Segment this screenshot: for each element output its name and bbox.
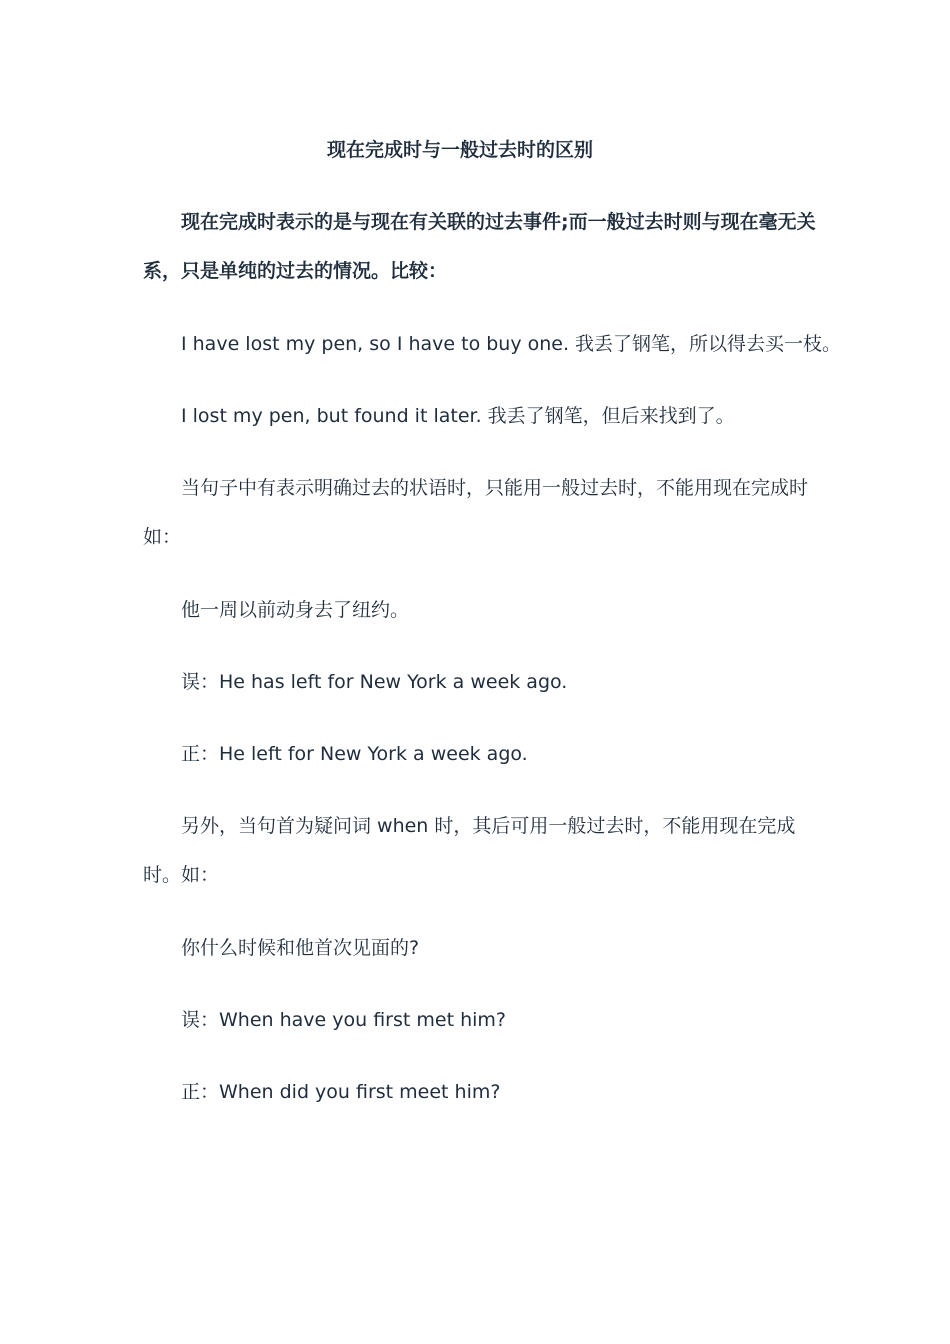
rule-paragraph-2: 另外，当句首为疑问词 when 时，其后可用一般过去时，不能用现在完成时。如： bbox=[143, 815, 796, 886]
correct-example-2: 正：When did you first meet him? bbox=[181, 1081, 501, 1103]
example-sentence-2: I lost my pen, but found it later. 我丢了钢笔，但后来找到了。 bbox=[181, 405, 735, 427]
chinese-sentence-2: 你什么时候和他首次见面的? bbox=[181, 937, 420, 959]
rule-paragraph-1: 当句子中有表示明确过去的状语时，只能用一般过去时，不能用现在完成时如： bbox=[143, 477, 809, 548]
wrong-example-1: 误：He has left for New York a week ago. bbox=[181, 671, 568, 693]
correct-example-1: 正：He left for New York a week ago. bbox=[181, 743, 528, 765]
intro-paragraph: 现在完成时表示的是与现在有关联的过去事件;而一般过去时则与现在毫无关系，只是单纯的过去的情况。比较： bbox=[143, 211, 816, 282]
wrong-example-2: 误：When have you first met him? bbox=[181, 1009, 506, 1031]
document-title: 现在完成时与一般过去时的区别 bbox=[326, 139, 593, 161]
chinese-sentence-1: 他一周以前动身去了纽约。 bbox=[181, 599, 410, 621]
example-sentence-1: I have lost my pen, so I have to buy one. 我丢了钢笔，所以得去买一枝。 bbox=[181, 333, 842, 355]
